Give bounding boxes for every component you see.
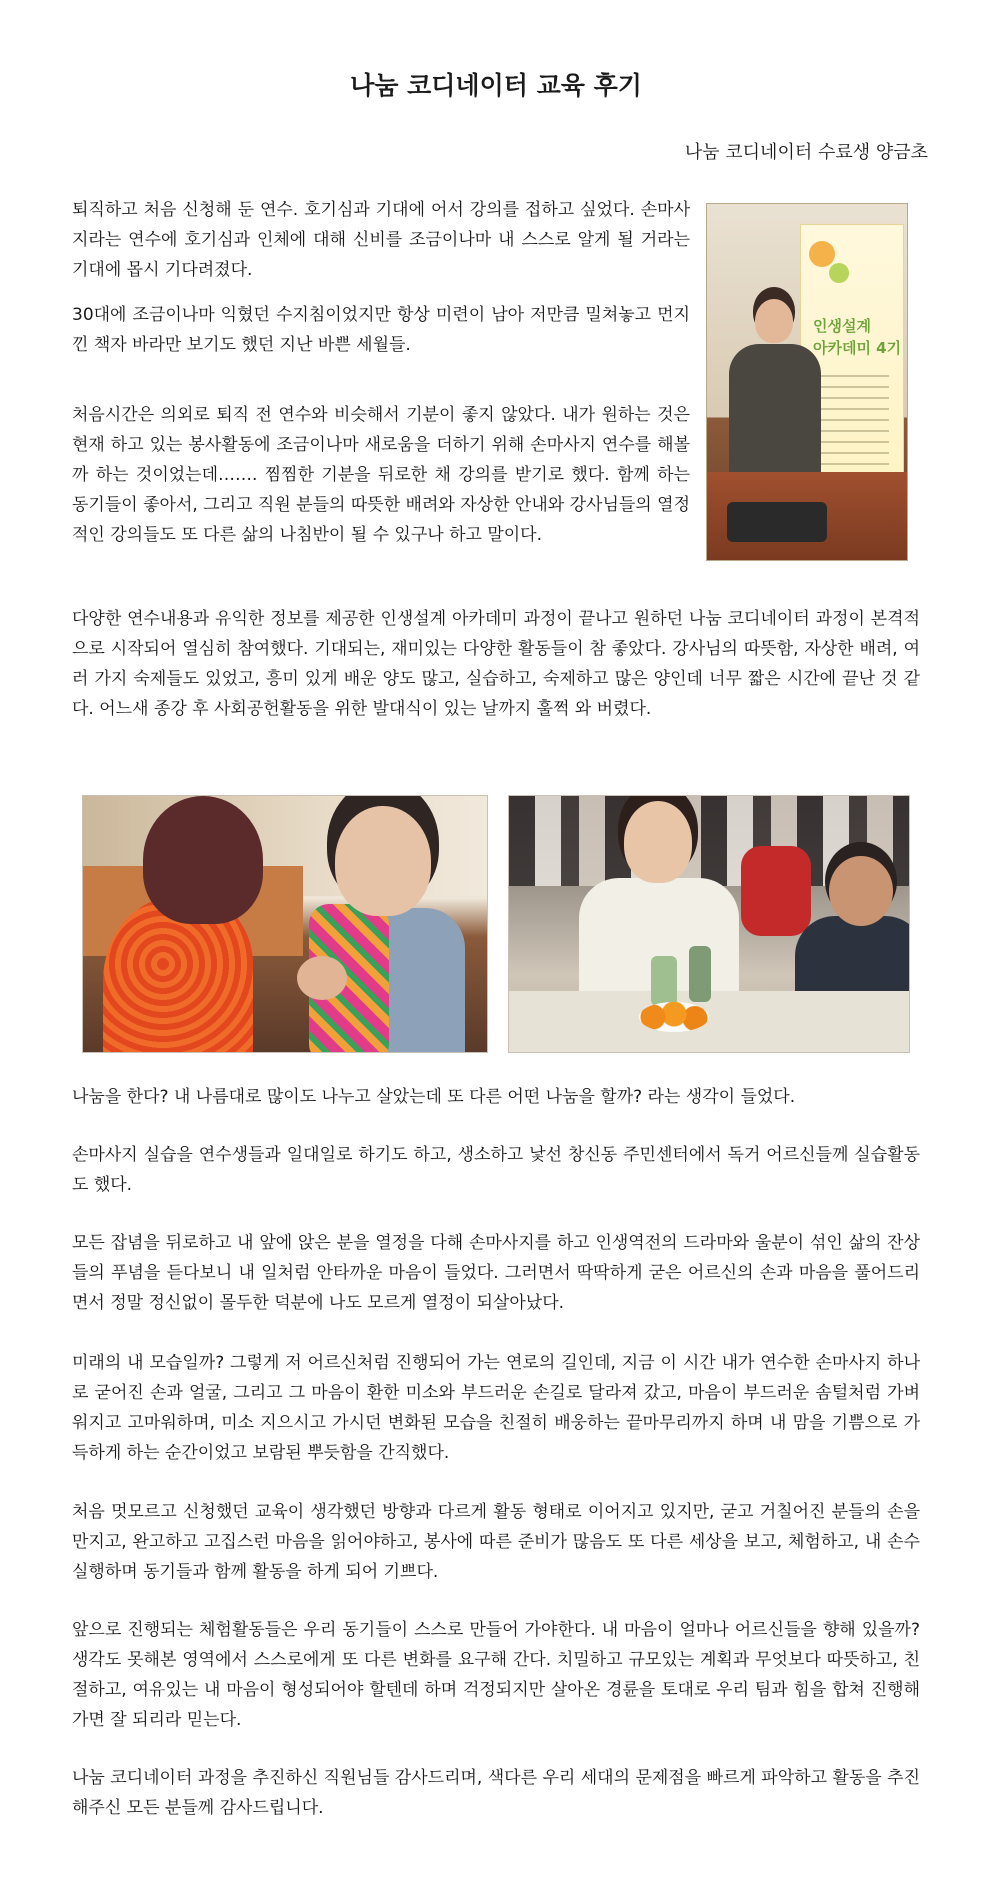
paragraph-11: 나눔 코디네이터 과정을 추진하신 직원님들 감사드리며, 색다른 우리 세대의 문제점을 빠르게 파악하고 활동을 추진해주신 모든 분들께 감사드립니다. xyxy=(72,1768,920,1818)
author-line: 나눔 코디네이터 수료생 양금초 xyxy=(684,142,928,163)
paragraph-7: 모든 잡념을 뒤로하고 내 앞에 앉은 분을 열정을 다해 손마사지를 하고 인생역전의 드라마와 울분이 섞인 삶의 잔상들의 푸념을 듣다보니 내 일처럼 안타까운 마음이 들었다. 그러면서 딱딱하게 굳은 어르신의 손과 마음을 풀어드리면서 정말 정신없이 몰두한 덕분에 나도 모르게 열정이 되살아났다. xyxy=(72,1233,920,1313)
paragraph-3: 처음시간은 의외로 퇴직 전 연수와 비슷해서 기분이 좋지 않았다. 내가 원하는 것은 현재 하고 있는 봉사활동에 조금이나마 새로움을 더하기 위해 손마사지 연수를 해볼까 하는 것이었는데……. 찜찜한 기분을 뒤로한 채 강의를 받기로 했다. 함께 하는 동기들이 좋아서, 그리고 직원 분들의 따뜻한 배려와 자상한 안내와 강사님들의 열정적인 강의들도 또 다른 삶의 나침반이 될 수 있구나 하고 말이다. xyxy=(72,405,690,545)
paragraph-2: 30대에 조금이나마 익혔던 수지침이었지만 항상 미련이 남아 저만큼 밀쳐놓고 먼지 낀 책자 바라만 보기도 했던 지난 바쁜 세월들. xyxy=(72,305,690,355)
paragraph-8: 미래의 내 모습일까? 그렇게 저 어르신처럼 진행되어 가는 연로의 길인데, 지금 이 시간 내가 연수한 손마사지 하나로 굳어진 손과 얼굴, 그리고 그 마음이 환한 미소와 부드러운 손길로 달라져 갔고, 마음이 부드러운 솜털처럼 가벼워지고 고마워하며, 미소 지으시고 가시던 변화된 모습을 친절히 배웅하는 끝마무리까지 하며 내 맘을 기쁨으로 가득하게 하는 순간이었고 보람된 뿌듯함을 간직했다. xyxy=(72,1353,920,1463)
paragraph-6: 손마사지 실습을 연수생들과 일대일로 하기도 하고, 생소하고 낯선 창신동 주민센터에서 독거 어르신들께 실습활동도 했다. xyxy=(72,1145,920,1195)
paragraph-4: 다양한 연수내용과 유익한 정보를 제공한 인생설계 아카데미 과정이 끝나고 원하던 나눔 코디네이터 과정이 본격적으로 시작되어 열심히 참여했다. 기대되는, 재미있는 다양한 활동들이 참 좋았다. 강사님의 따뜻함, 자상한 배려, 여러 가지 숙제들도 있었고, 흥미 있게 배운 양도 많고, 실습하고, 숙제하고 많은 양인데 너무 짧은 시간에 끝난 것 같다. 어느새 종강 후 사회공헌활동을 위한 발대식이 있는 날까지 훌쩍 와 버렸다. xyxy=(72,609,920,719)
photo-hand-massage-practice xyxy=(82,795,488,1053)
paragraph-9: 처음 멋모르고 신청했던 교육이 생각했던 방향과 다르게 활동 형태로 이어지고 있지만, 굳고 거칠어진 분들의 손을 만지고, 완고하고 고집스런 마음을 읽어야하고, 봉사에 따른 준비가 많음도 또 다른 세상을 보고, 체험하고, 내 손수 실행하며 동기들과 함께 활동을 하게 되어 기쁘다. xyxy=(72,1502,920,1582)
paragraph-1: 퇴직하고 처음 신청해 둔 연수. 호기심과 기대에 어서 강의를 접하고 싶었다. 손마사지라는 연수에 호기심과 인체에 대해 신비를 조금이나마 내 스스로 알게 될 거라는 기대에 몹시 기다려졌다. xyxy=(72,200,690,280)
paragraph-10: 앞으로 진행되는 체험활동들은 우리 동기들이 스스로 만들어 가야한다. 내 마음이 얼마나 어르신들을 향해 있을까? 생각도 못해본 영역에서 스스로에게 또 다른 변화를 요구해 간다. 치밀하고 규모있는 계획과 무엇보다 따뜻하고, 친절하고, 여유있는 내 마음이 형성되어야 할텐데 하며 걱정되지만 살아온 경륜을 토대로 우리 팀과 힘을 합쳐 진행해 가면 잘 되리라 믿는다. xyxy=(72,1620,920,1730)
banner-title-1: 인생설계 xyxy=(813,317,871,335)
photo-lecturer-with-banner xyxy=(706,203,908,561)
paragraph-5: 나눔을 한다? 내 나름대로 많이도 나누고 살았는데 또 다른 어떤 나눔을 할까? 라는 생각이 들었다. xyxy=(72,1087,796,1107)
photo-community-center-activity xyxy=(508,795,910,1053)
page-title: 나눔 코디네이터 교육 후기 xyxy=(350,71,642,100)
banner-title-2: 아카데미 4기 xyxy=(813,339,902,357)
